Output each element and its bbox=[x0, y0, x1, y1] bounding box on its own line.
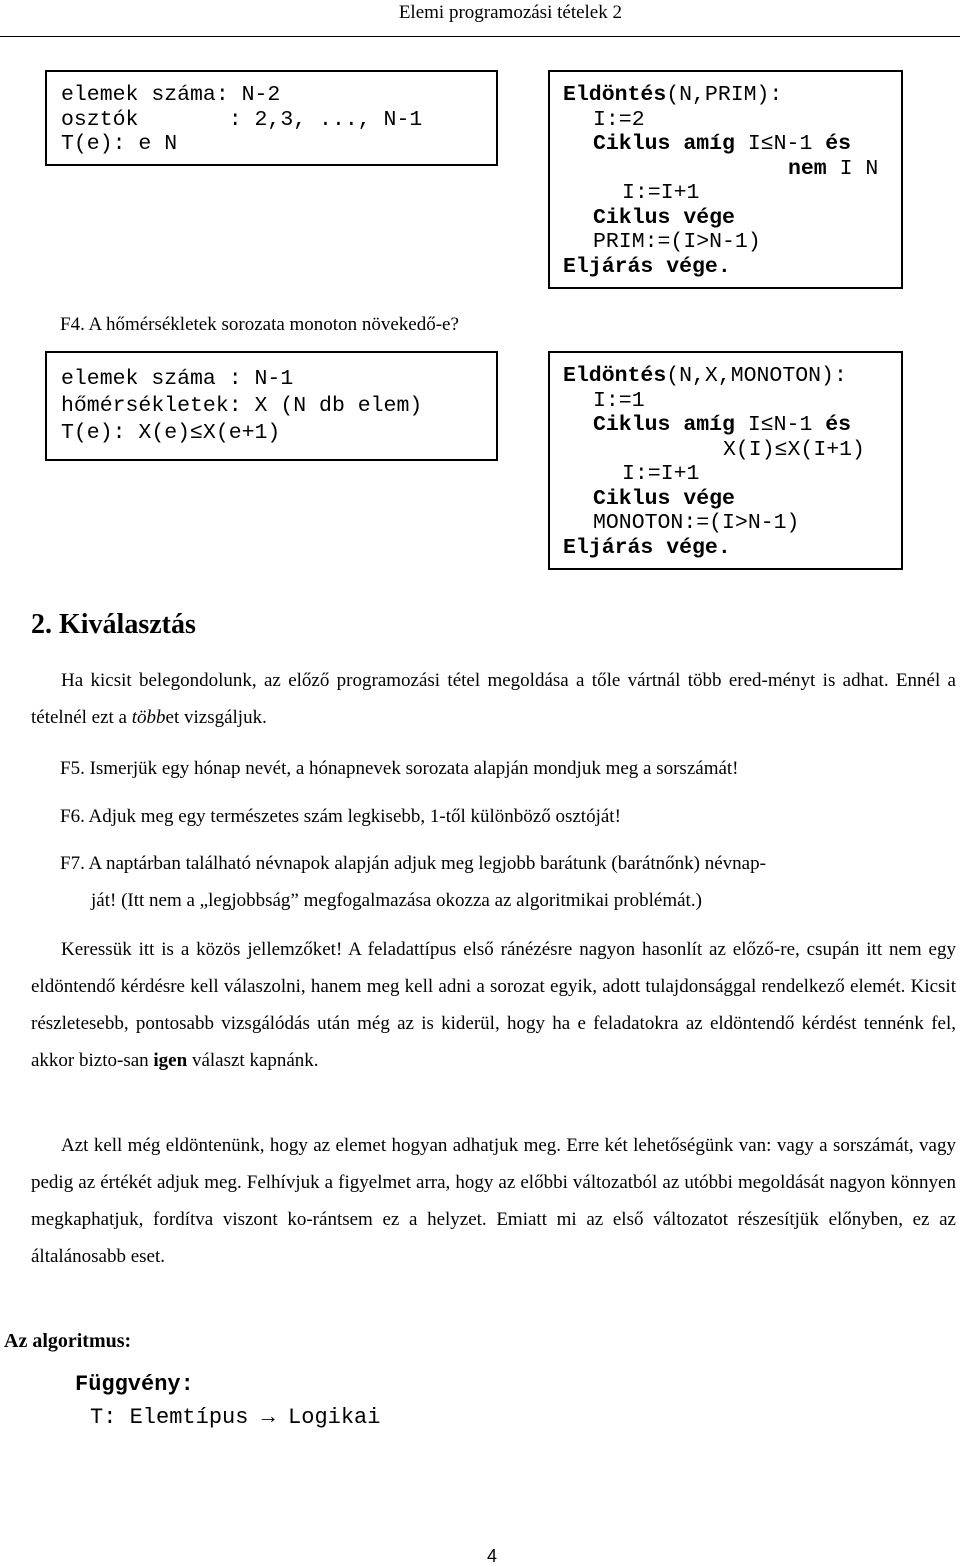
section-title: 2. Kiválasztás bbox=[31, 609, 196, 640]
header-rule bbox=[0, 36, 960, 37]
spec-line: elemek száma: N-2 bbox=[61, 83, 281, 107]
code-line: Ciklus amíg I≤N-1 és bbox=[593, 132, 852, 156]
spec-line: T(e): e N bbox=[61, 132, 178, 156]
page-number: 4 bbox=[487, 1546, 498, 1566]
spec-box-monoton bbox=[45, 351, 498, 461]
arrow-right-icon: → bbox=[261, 1405, 275, 1430]
code-line: I:=I+1 bbox=[622, 181, 700, 205]
code-line: nem I N bbox=[788, 156, 879, 181]
code-line: Eljárás vége. bbox=[563, 254, 731, 279]
code-line: I:=I+1 bbox=[622, 462, 700, 486]
task-f6: F6. Adjuk meg egy természetes szám legkisebb, 1-től különböző osztóját! bbox=[60, 806, 621, 827]
code-line: Ciklus vége bbox=[593, 205, 735, 230]
algorithm-box-prim bbox=[548, 70, 903, 289]
algorithm-box-monoton bbox=[548, 351, 903, 570]
algorithm-heading: Az algoritmus: bbox=[4, 1330, 132, 1352]
spec-box-prim bbox=[45, 70, 498, 166]
task-f4: F4. A hőmérsékletek sorozata monoton növekedő-e? bbox=[60, 314, 459, 335]
task-f7-line2: ját! (Itt nem a „legjobbság” megfogalmazása okozza az algoritmikai problémát.) bbox=[91, 890, 702, 911]
code-line: MONOTON:=(I>N-1) bbox=[593, 511, 800, 535]
spec-line: hőmérsékletek: X (N db elem) bbox=[61, 394, 423, 418]
code-line: I:=1 bbox=[593, 388, 645, 413]
intro-paragraph: Ha kicsit belegondolunk, az előző programozási tétel megoldása a tőle vártnál több ered-ményt is adhat. Ennél a tételnél ezt a többet vizsgáljuk. bbox=[31, 670, 956, 728]
task-f7-line1: F7. A naptárban található névnapok alapján adjuk meg legjobb barátunk (barátnőnk) névnap- bbox=[60, 853, 766, 874]
paragraph-common-features: Keressük itt is a közös jellemzőket! A feladattípus első ránézésre nagyon hasonlít az előző-re, csupán itt nem egy eldöntendő kérdésre kell válaszolni, hanem meg kell adni a sorozat egyik, adott tulajdonsággal rendelkező elemét. Kicsit részletesebb, pontosabb vizsgálódás után még az is kiderül, hogy ha e feladatokra az eldöntendő kérdést tennénk fel, akkor bizto-san igen választ kapnánk. bbox=[31, 939, 956, 1071]
code-line: Eldöntés(N,PRIM): bbox=[563, 83, 783, 107]
code-line: Eljárás vége. bbox=[563, 535, 731, 560]
paragraph-element-choice: Azt kell még eldöntenünk, hogy az elemet hogyan adhatjuk meg. Erre két lehetőségünk van: vagy a sorszámát, vagy pedig az értékét adjuk meg. Felhívjuk a figyelmet arra, hogy az előbbi változatból az utóbbi megoldását nagyon könnyen megkaphatjuk, fordítva viszont ko-rántsem ez a helyzet. Emiatt mi az első változatot részesítjük előnyben, ez az általánosabb eset. bbox=[31, 1135, 956, 1267]
spec-line: osztók : 2,3, ..., N-1 bbox=[61, 107, 423, 132]
running-header: Elemi programozási tételek 2 bbox=[398, 2, 622, 23]
code-line: X(I)≤X(I+1) bbox=[723, 437, 865, 462]
function-signature: Függvény: T: Elemtípus → Logikai bbox=[75, 1372, 381, 1430]
code-line: PRIM:=(I>N-1) bbox=[593, 230, 761, 254]
code-line: I:=2 bbox=[593, 107, 645, 132]
spec-line: T(e): X(e)≤X(e+1) bbox=[61, 421, 281, 445]
code-line: Ciklus vége bbox=[593, 486, 735, 511]
spec-line: elemek száma : N-1 bbox=[61, 367, 294, 391]
code-line: Ciklus amíg I≤N-1 és bbox=[593, 413, 852, 437]
task-f5: F5. Ismerjük egy hónap nevét, a hónapnevek sorozata alapján mondjuk meg a sorszámát! bbox=[60, 758, 739, 779]
code-line: Eldöntés(N,X,MONOTON): bbox=[563, 364, 847, 388]
